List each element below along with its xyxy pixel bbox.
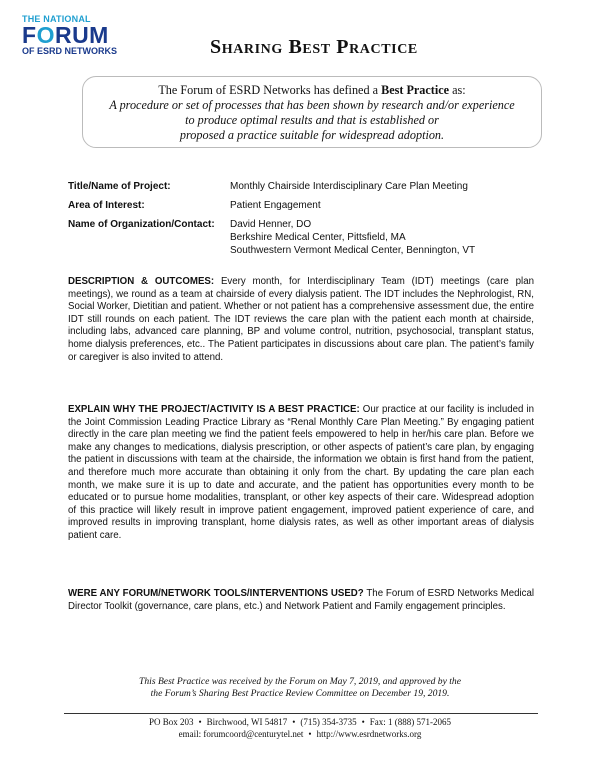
logo-letter-f: F <box>22 22 37 48</box>
definition-box <box>82 76 542 148</box>
definition-intro: The Forum of ESRD Networks has defined a Best Practice as: <box>158 83 466 97</box>
footer-po-box: PO Box 203 <box>148 717 194 727</box>
bullet-separator: • <box>198 717 202 727</box>
footnote-line-2: the Forum’s Sharing Best Practice Review Committee on December 19, 2019. <box>150 687 450 699</box>
footer-divider <box>64 713 538 714</box>
explain-text: Our practice at our facility is included in the Joint Commission Leading Practice Library as “Renal Monthly Care Plan Meeting.” By engaging patient directly in the care plan meeting we find the patient feels empowered to help in her/his care plan. Before we make any changes to medications, dialysis prescription, or other aspects of patient’s care plan, by engaging the patient in discussions with team at the chairside, the information we obtain is first hand from the patient, and therefore much more accurate than obtaining it only from the chart. By updating the care plan each month, we make sure it is up to date and accurate, and the patient has opportunities every month to be educated or to pursue home modalities, transplant, or other key aspects of their care. Widespread adoption of this practice will likely result in improve patient engagement, improved patient experience of care, and improved results in improving transplant, home dialysis rates, as well as other important areas of dialysis patient care. <box>68 404 534 541</box>
footer-website-link[interactable]: http://www.esrdnetworks.org <box>316 729 422 739</box>
contact-name: David Henner, DO <box>230 219 312 230</box>
explain-heading: EXPLAIN WHY THE PROJECT/ACTIVITY IS A BEST PRACTICE: <box>68 404 360 415</box>
field-row-title <box>68 180 548 193</box>
forum-logo <box>22 14 122 56</box>
footer-city: Birchwood, WI 54817 <box>206 717 288 727</box>
description-heading: DESCRIPTION & OUTCOMES: <box>68 276 215 287</box>
definition-line-3: to produce optimal results and that is established or <box>185 113 439 127</box>
title-value: Monthly Chairside Interdisciplinary Care Plan Meeting <box>230 181 468 192</box>
organization-value <box>230 218 548 257</box>
logo-line-3: OF ESRD NETWORKS <box>22 46 118 56</box>
definition-line-4: proposed a practice suitable for widespread adoption. <box>179 128 445 142</box>
area-value: Patient Engagement <box>230 200 321 211</box>
logo-forum-word <box>22 24 122 46</box>
footer-fax: Fax: 1 (888) 571-2065 <box>369 717 452 727</box>
field-row-area <box>68 199 548 212</box>
definition-bold-term: Best Practice <box>381 83 450 97</box>
footnote-line-1: This Best Practice was received by the Forum on May 7, 2019, and approved by the <box>139 676 461 687</box>
bullet-separator: • <box>292 717 296 727</box>
page-title: Sharing Best Practice <box>210 36 418 58</box>
logo-letter-rum: RUM <box>54 22 109 48</box>
description-text: Every month, for Interdisciplinary Team (IDT) meetings (care plan meetings), we round as a team at chairside of every dialysis patient. The IDT includes the Nephrologist, RN, Social Worker, Dietitian and patient. Whether or not patient has a comprehensive assessment due, the entire IDT still rounds on each patient. The IDT reviews the care plan with the patient each month at chairside, including labs, advanced care planning, BP and volume control, nutrition, psychosocial, transplant status, home dialysis preferences, etc.. The Patient participates in discussions about care plan. The patient’s family or caregiver is also invited to attend. <box>68 276 534 363</box>
footer-phone: (715) 354-3735 <box>300 717 357 727</box>
organization-line-1: Berkshire Medical Center, Pittsfield, MA <box>230 232 406 243</box>
area-label: Area of Interest: <box>68 200 145 211</box>
description-section <box>68 276 534 364</box>
bullet-separator: • <box>308 729 312 739</box>
explain-section <box>68 404 534 543</box>
definition-line-2: A procedure or set of processes that has been shown by research and/or experience <box>109 98 515 112</box>
project-fields <box>68 180 548 263</box>
approval-footnote <box>0 676 600 699</box>
field-row-organization <box>68 218 548 257</box>
tools-heading: WERE ANY FORUM/NETWORK TOOLS/INTERVENTIONS USED? <box>68 588 364 599</box>
footer-contact-line <box>0 728 600 740</box>
logo-letter-o: O <box>36 22 55 48</box>
contact-footer <box>0 716 600 740</box>
footer-email[interactable]: email: forumcoord@centurytel.net <box>178 729 304 739</box>
tools-text: The Forum of ESRD Networks Medical Director Toolkit (governance, care plans, etc.) and Network Patient and Family engagement principles. <box>68 588 535 612</box>
title-label: Title/Name of Project: <box>68 181 171 192</box>
organization-line-2: Southwestern Vermont Medical Center, Bennington, VT <box>230 245 476 256</box>
footer-address-line <box>0 716 600 728</box>
bullet-separator: • <box>361 717 365 727</box>
tools-section <box>68 588 534 613</box>
organization-label: Name of Organization/Contact: <box>68 219 215 230</box>
logo-line-1: THE NATIONAL <box>22 14 91 24</box>
